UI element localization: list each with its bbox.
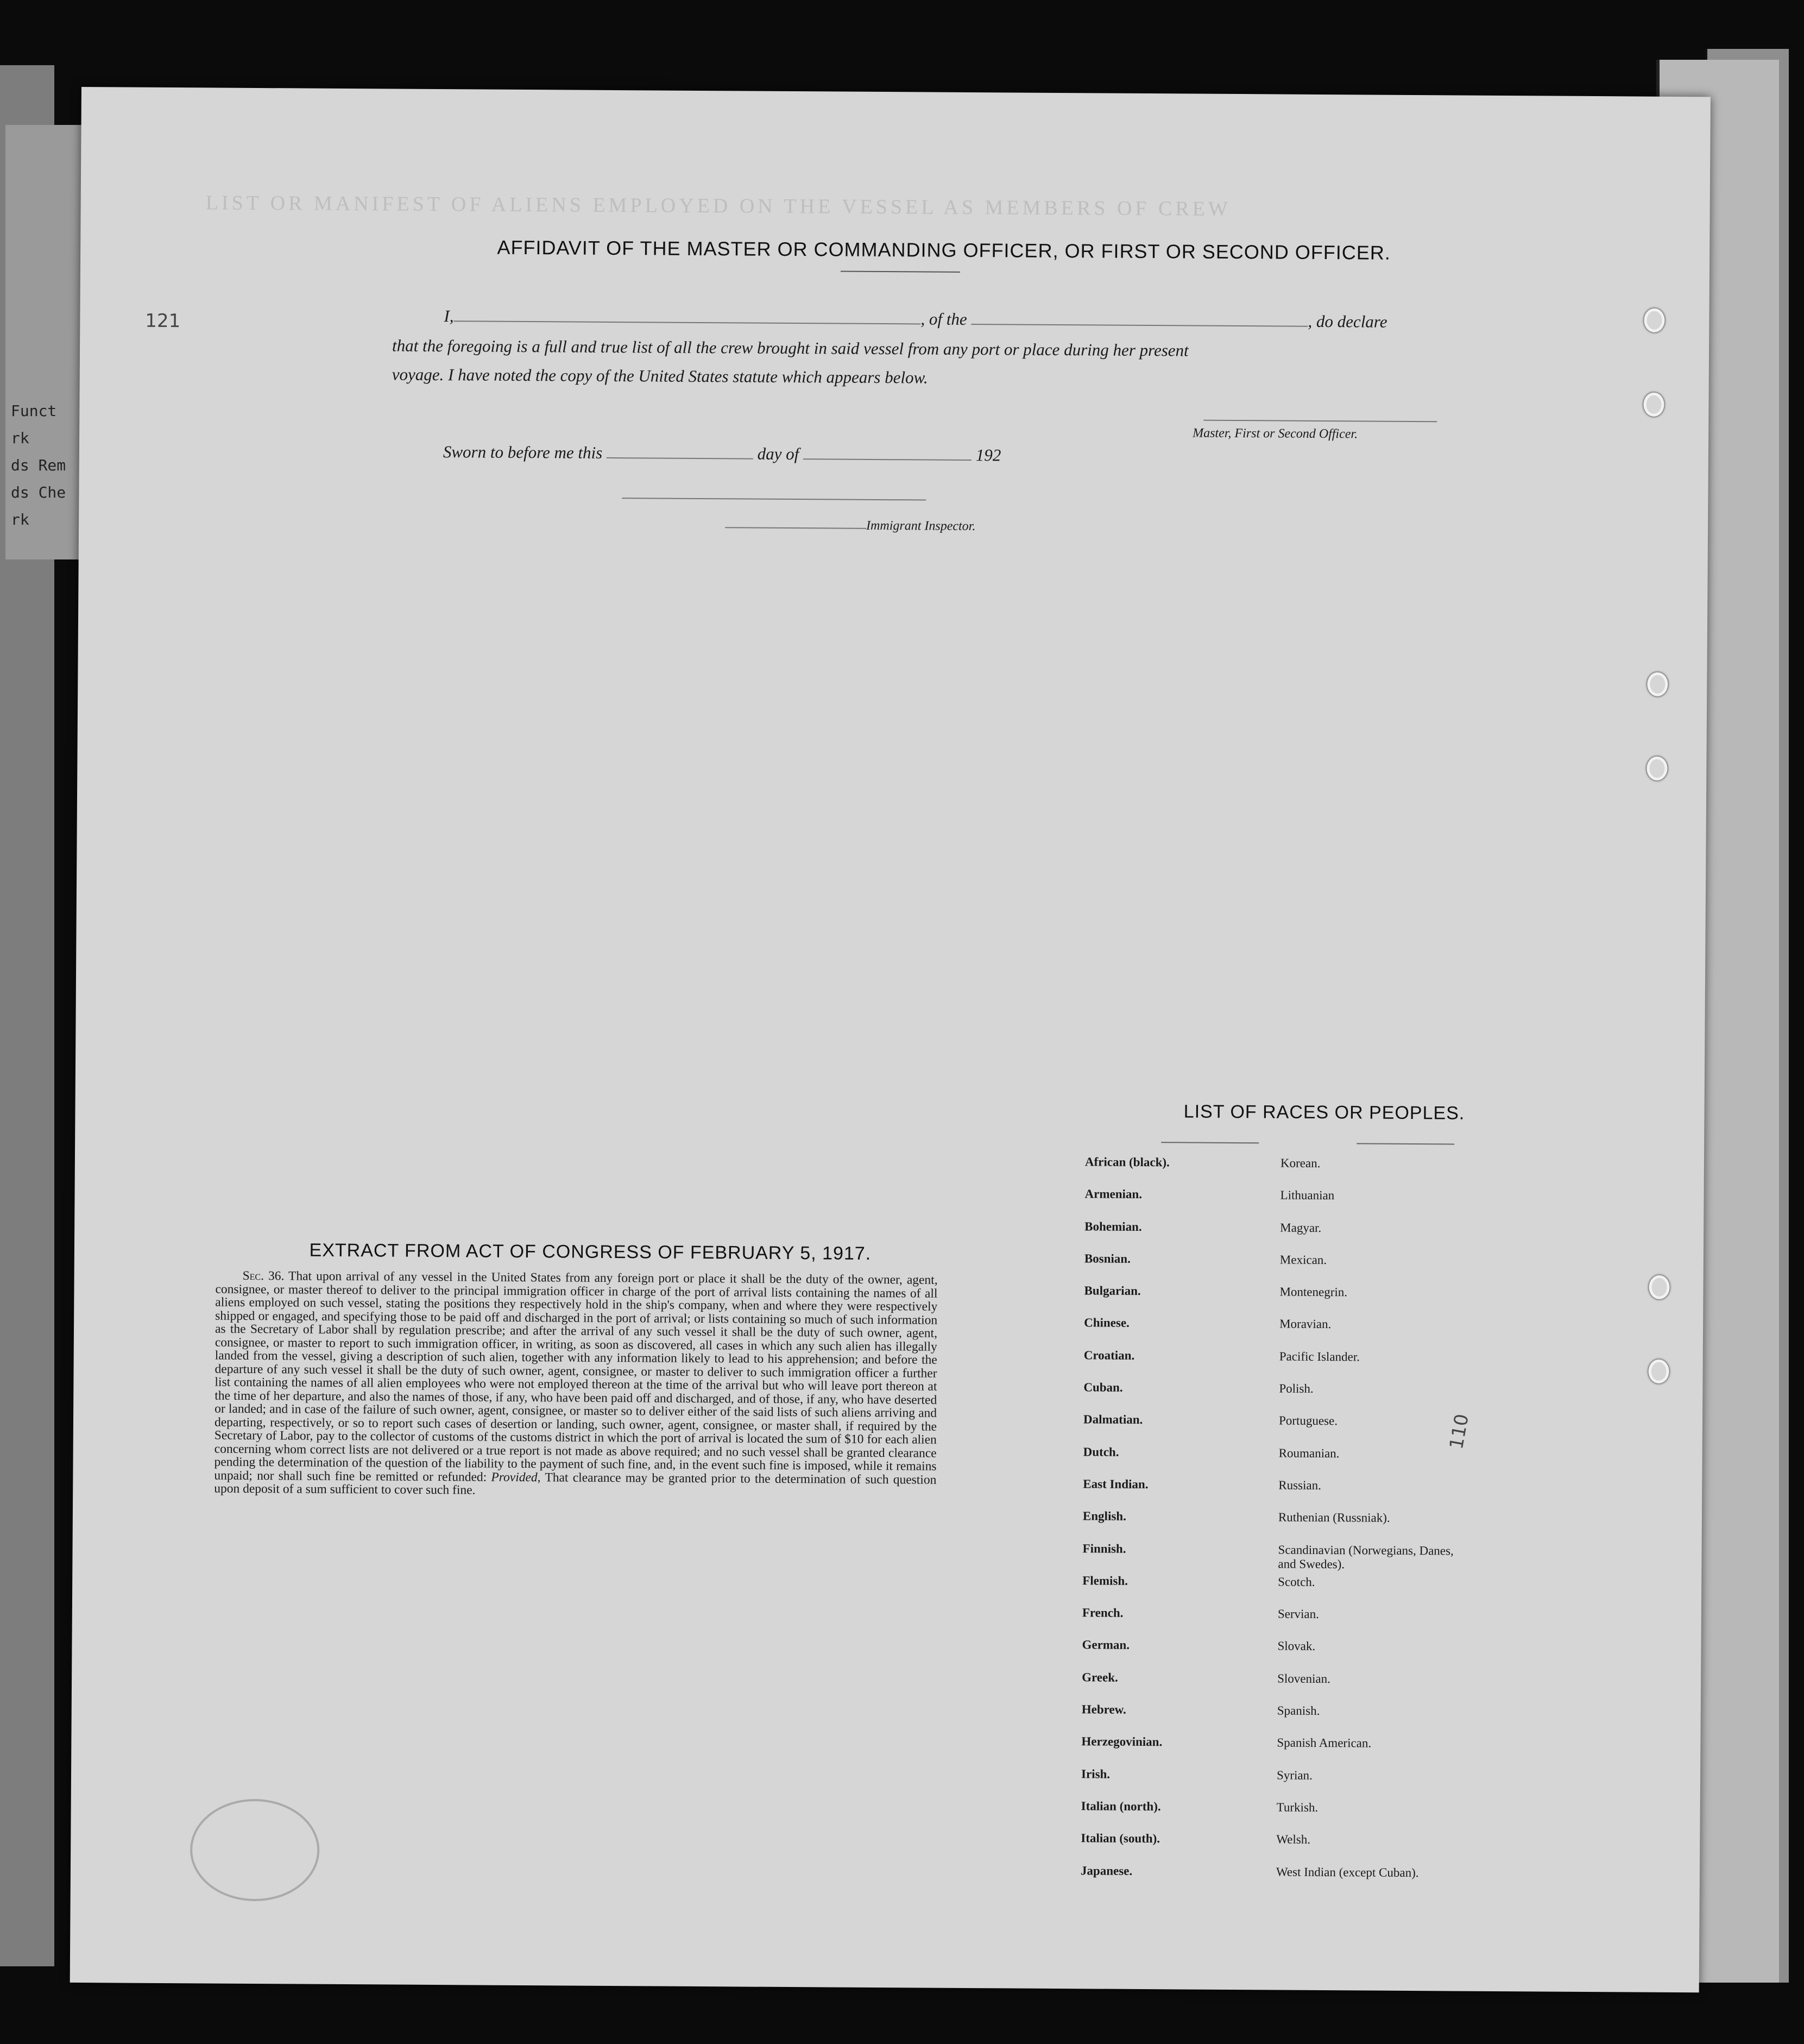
race-item: Russian. — [1278, 1478, 1321, 1492]
race-item: English. — [1082, 1509, 1126, 1524]
race-item: Hebrew. — [1081, 1702, 1126, 1716]
race-item: German. — [1082, 1638, 1130, 1652]
affidavit-text-line: that the foregoing is a full and true list of all the crew brought in said vessel from any port or place during her present — [392, 336, 1189, 360]
races-column-2 — [1276, 1156, 1487, 1898]
extract-text: That clearance may be granted prior to the determination of such question upon deposit of a sum sufficient to cover such fine. — [214, 1470, 937, 1498]
race-item: Bulgarian. — [1084, 1284, 1141, 1298]
race-item: Armenian. — [1084, 1187, 1143, 1202]
inspector-short-rule — [725, 527, 866, 529]
race-item: Chinese. — [1084, 1316, 1130, 1330]
race-item: Welsh. — [1276, 1832, 1311, 1847]
affidavit-of-the: , of the — [920, 309, 967, 329]
race-item: Italian (north). — [1081, 1799, 1161, 1814]
race-item: Irish. — [1081, 1766, 1111, 1781]
background-index-card — [5, 125, 87, 559]
faded-stamp — [190, 1798, 320, 1901]
day-blank[interactable] — [607, 444, 753, 460]
race-item: Bosnian. — [1084, 1251, 1131, 1266]
affidavit-prefix: I, — [444, 306, 454, 326]
punch-hole-icon — [1648, 1360, 1669, 1383]
race-item: Croatian. — [1083, 1348, 1135, 1362]
race-item: Moravian. — [1279, 1317, 1332, 1331]
race-item: West Indian (except Cuban). — [1276, 1865, 1419, 1879]
manifest-page — [70, 87, 1711, 1992]
race-item: Turkish. — [1276, 1800, 1319, 1814]
affidavit-text-line: voyage. I have noted the copy of the United States statute which appears below. — [392, 364, 928, 387]
race-item: Scotch. — [1278, 1575, 1315, 1589]
race-item: Herzegovinian. — [1081, 1734, 1163, 1749]
race-item: East Indian. — [1083, 1477, 1149, 1492]
race-item: African (black). — [1084, 1155, 1170, 1169]
race-item: Slovak. — [1277, 1639, 1316, 1653]
month-blank[interactable] — [803, 445, 972, 461]
extract-title: EXTRACT FROM ACT OF CONGRESS OF FEBRUARY 5, 1917. — [309, 1240, 872, 1264]
race-item: Mexican. — [1279, 1253, 1327, 1267]
tab-label: ds Rem — [11, 456, 66, 474]
race-item: Ruthenian (Russniak). — [1278, 1510, 1390, 1525]
race-item: Spanish American. — [1277, 1735, 1372, 1750]
inspector-signature-line[interactable] — [622, 498, 926, 500]
tab-label: ds Che — [11, 483, 66, 501]
tab-label: Funct — [11, 402, 57, 420]
race-item: Syrian. — [1276, 1768, 1313, 1782]
race-item: Portuguese. — [1278, 1413, 1338, 1428]
race-item: Pacific Islander. — [1279, 1349, 1360, 1364]
punch-hole-icon — [1647, 757, 1667, 781]
race-item: Lithuanian — [1280, 1188, 1335, 1203]
affidavit-title: AFFIDAVIT OF THE MASTER OR COMMANDING OFFICER, OR FIRST OR SECOND OFFICER. — [497, 236, 1391, 264]
races-title: LIST OF RACES OR PEOPLES. — [1183, 1101, 1465, 1124]
master-signature-label: Master, First or Second Officer. — [1193, 426, 1358, 442]
race-item: Polish. — [1279, 1381, 1314, 1395]
sworn-day-of: day of — [757, 444, 799, 464]
race-item: Cuban. — [1083, 1380, 1123, 1394]
extract-provided: Provided, — [491, 1470, 541, 1485]
sworn-year: 192 — [975, 445, 1001, 465]
races-divider — [1357, 1143, 1454, 1144]
race-item: Magyar. — [1280, 1221, 1322, 1235]
race-item: Montenegrin. — [1279, 1285, 1348, 1299]
extract-text: That upon arrival of any vessel in the United States from any foreign port or place it shall be the duty of the owner, agent, consignee, or master thereof to deliver to the principal immigration officer in charge of the port of arrival lists containing the names of all aliens employed on such vessel, stating the positions they respectively hold in the ship's company, when and where they were respectively shipped or engaged, and specifying those to be paid off and discharged in the port of arrival; or lists containing so much of such information as the Secretary of Labor shall by regulation prescribe; and after the arrival of any such vessel it shall be the duty of such owner, agent, consignee, or master to report to such immigration officer, in writing, as soon as discovered, all cases in which any such alien has illegally landed from the vessel, giving a description of such alien, together with any information likely to lead to his apprehension; and before the departure of any such vessel it shall be the duty of such owner, agent, consignee, or master to deliver to such immigration officer a further list containing the names of all alien employees who were not employed thereon at the time of the arrival but who will leave port thereon at the time of her departure, and also the names of those, if any, who have been paid off and discharged, and of those, if any, who have deserted or landed; and in case of the failure of such owner, agent, consignee, or master so to deliver either of the said lists of such aliens arriving and departing, respectively, or so to report such cases of desertion or landing, such owner, agent, consignee, or master shall, if required by the Secretary of Labor, pay to the collector of customs of the customs district in which the port of arrival is located the sum of $10 for each alien concerning whom correct lists are not delivered or a true report is not made as above required; and no such vessel shall be granted clearance pending the determination of the question of the liability to the payment of such fine, and, in the event such fine is imposed, while it remains unpaid; nor shall such fine be remitted or refunded: — [214, 1269, 938, 1485]
bleed-through-text: LIST OR MANIFEST OF ALIENS EMPLOYED ON THE VESSEL AS MEMBERS OF CREW — [205, 191, 1231, 221]
margin-annotation: 110 — [1445, 1412, 1473, 1451]
affidavit-declaration-line — [444, 306, 1387, 332]
race-item: Scandinavian (Norwegians, Danes, and Swedes). — [1278, 1543, 1454, 1571]
tab-label: rk — [11, 511, 29, 529]
race-item: Spanish. — [1277, 1703, 1320, 1718]
races-column-1 — [1081, 1155, 1291, 1897]
race-item: Bohemian. — [1084, 1219, 1142, 1234]
extract-body — [214, 1269, 938, 1500]
tab-label: rk — [11, 429, 29, 447]
punch-hole-icon — [1647, 672, 1668, 696]
race-item: Slovenian. — [1277, 1671, 1330, 1685]
race-item: Korean. — [1280, 1156, 1321, 1170]
race-item: French. — [1082, 1606, 1124, 1620]
title-divider — [841, 271, 960, 273]
master-signature-line[interactable] — [1203, 420, 1437, 423]
race-item: Dalmatian. — [1083, 1412, 1143, 1427]
section-label: Sec. 36. — [242, 1268, 285, 1284]
race-item: Roumanian. — [1278, 1446, 1340, 1460]
race-item: Greek. — [1082, 1670, 1118, 1684]
vessel-blank[interactable] — [971, 311, 1308, 327]
punch-hole-icon — [1649, 1275, 1669, 1299]
race-item: Servian. — [1277, 1607, 1319, 1621]
sworn-prefix: Sworn to before me this — [443, 442, 603, 462]
page-number-annotation: 121 — [145, 310, 181, 332]
inspector-label: Immigrant Inspector. — [866, 518, 976, 534]
name-blank[interactable] — [453, 307, 920, 324]
punch-hole-icon — [1644, 309, 1664, 332]
races-divider — [1161, 1142, 1259, 1143]
race-item: Italian (south). — [1081, 1831, 1160, 1846]
race-item: Flemish. — [1082, 1574, 1128, 1588]
race-item: Dutch. — [1083, 1444, 1119, 1459]
affidavit-declare: , do declare — [1308, 311, 1387, 331]
sworn-line — [443, 442, 1001, 465]
race-item: Finnish. — [1082, 1541, 1126, 1556]
punch-hole-icon — [1643, 393, 1664, 417]
race-item: Japanese. — [1080, 1863, 1133, 1878]
